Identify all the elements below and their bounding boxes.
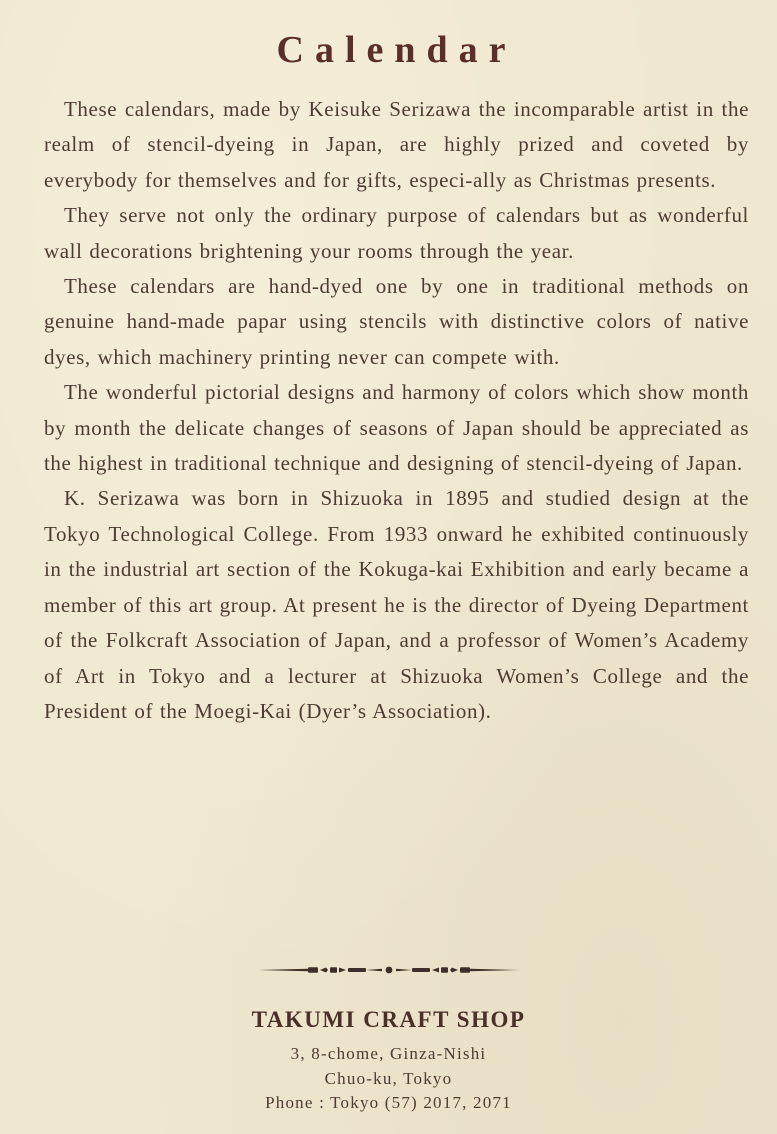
paragraph-method: These calendars are hand-dyed one by one in traditional methods on genuine hand-made papar using stencils with distinctive colors of native dyes, which machinery printing never can compete with. (44, 274, 749, 369)
paragraph-purpose: They serve not only the ordinary purpose of calendars but as wonderful wall decorations brightening your rooms through the year. (44, 203, 749, 263)
paragraph-designs: The wonderful pictorial designs and harmony of colors which show month by month the delicate changes of seasons of Japan should be appreciated as the highest in traditional technique and designing of stencil-dyeing of Japan. (44, 380, 749, 476)
shop-phone: Phone : Tokyo (57) 2017, 2071 (265, 1093, 512, 1112)
body-text (44, 92, 749, 729)
shop-info (0, 1004, 777, 1116)
shop-address-line1: 3, 8-chome, Ginza-Nishi (290, 1044, 487, 1063)
shop-name: TAKUMI CRAFT SHOP (251, 1007, 526, 1032)
divider-ornament (258, 962, 520, 978)
paragraph-biography: K. Serizawa was born in Shizuoka in 1895 and studied design at the Tokyo Technological College. From 1933 onward he exhibited continuously in the industrial art section of the Kokuga-kai Exhibition and early became a member of this art group. At present he is the director of Dyeing Department of the Folkcraft Association of Japan, and a professor of Women’s Academy of Art in Tokyo and a lecturer at Shizuoka Women’s College and the President of the Moegi-Kai (Dyer’s Association). (44, 486, 749, 723)
page-title: Calendar (276, 29, 517, 71)
paragraph-intro: These calendars, made by Keisuke Serizawa the incomparable artist in the realm of stencil-dyeing in Japan, are highly prized and coveted by everybody for themselves and for gifts, especi-ally as Christmas presents. (44, 97, 749, 192)
shop-address-line2: Chuo-ku, Tokyo (324, 1068, 453, 1088)
